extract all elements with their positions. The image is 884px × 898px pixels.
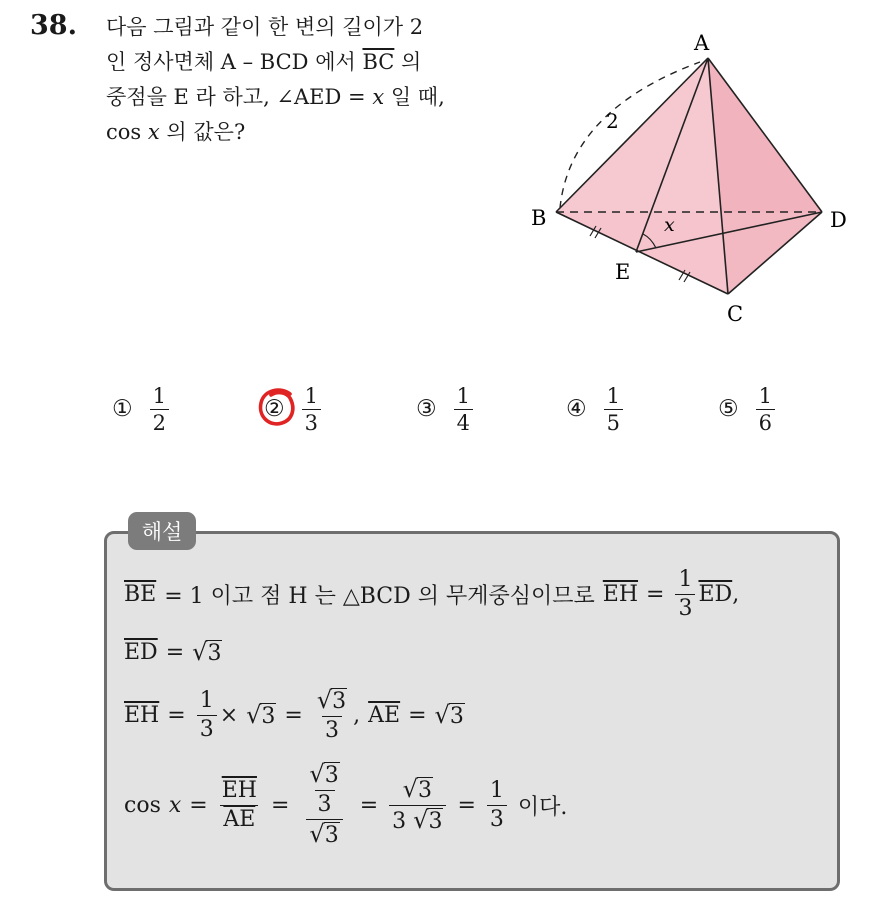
choice-number: ① <box>112 396 133 422</box>
label-d: D <box>830 208 847 232</box>
choice-fraction: $\frac{1}{4}$ <box>454 383 473 436</box>
answer-circle-mark <box>255 385 301 431</box>
label-a: A <box>694 31 710 55</box>
choice-1[interactable] <box>112 378 172 440</box>
label-e: E <box>615 260 631 284</box>
choice-3[interactable] <box>416 378 476 440</box>
choice-fraction: $\frac{1}{5}$ <box>604 383 623 436</box>
choice-number: ④ <box>566 396 587 422</box>
choice-fraction: $\frac{1}{2}$ <box>150 383 169 436</box>
solution-line-1: $\overline{BE}$ = 1 이고 점 H 는 △BCD 의 무게중심이므로 $\overline{EH}$ = $\frac{1}{3}$ $\overline{ED}$ , <box>124 567 740 621</box>
label-c: C <box>727 302 744 326</box>
label-length: 2 <box>606 109 619 133</box>
choice-number: ⑤ <box>718 396 739 422</box>
question-line-4: cos x 의 값은? <box>106 120 246 144</box>
solution-tag: 해설 <box>128 512 196 550</box>
solution-line-2: $\overline{ED}$ = √ 3 <box>124 638 222 666</box>
face-bcd <box>556 212 822 294</box>
question-line-3: 중점을 E 라 하고, ∠AED = x 일 때, <box>106 85 445 109</box>
question-line-1: 다음 그림과 같이 한 변의 길이가 2 <box>106 15 424 39</box>
question-line-2: 인 정사면체 A – BCD 에서 $\overline{BC}$ 의 <box>106 50 422 74</box>
segment-bc: $\overline{BC}$ <box>362 50 395 74</box>
choice-number: ③ <box>416 396 437 422</box>
choice-number: ② <box>264 396 285 422</box>
choice-fraction: $\frac{1}{3}$ <box>302 383 321 436</box>
choice-2[interactable] <box>264 378 324 440</box>
solution-line-4: cos x = $\frac{\overline{EH}}{AE}$ = √ 3 3 √ 3 = √ 3 3 √ 3 = $\frac{1}{3}$ 이다. <box>124 760 568 848</box>
label-angle-x: x <box>664 214 675 236</box>
choice-fraction: $\frac{1}{6}$ <box>756 383 775 436</box>
tetrahedron-figure <box>520 20 870 340</box>
question-number: 38. <box>30 10 77 41</box>
choice-5[interactable] <box>718 378 778 440</box>
label-b: B <box>531 206 547 230</box>
choice-4[interactable] <box>566 378 626 440</box>
solution-line-3: $\overline{EH}$ = $\frac{1}{3}$ × √ 3 = √ 3 3 , $\overline{AE}$ = √ 3 <box>124 686 464 743</box>
question-text <box>106 10 526 150</box>
